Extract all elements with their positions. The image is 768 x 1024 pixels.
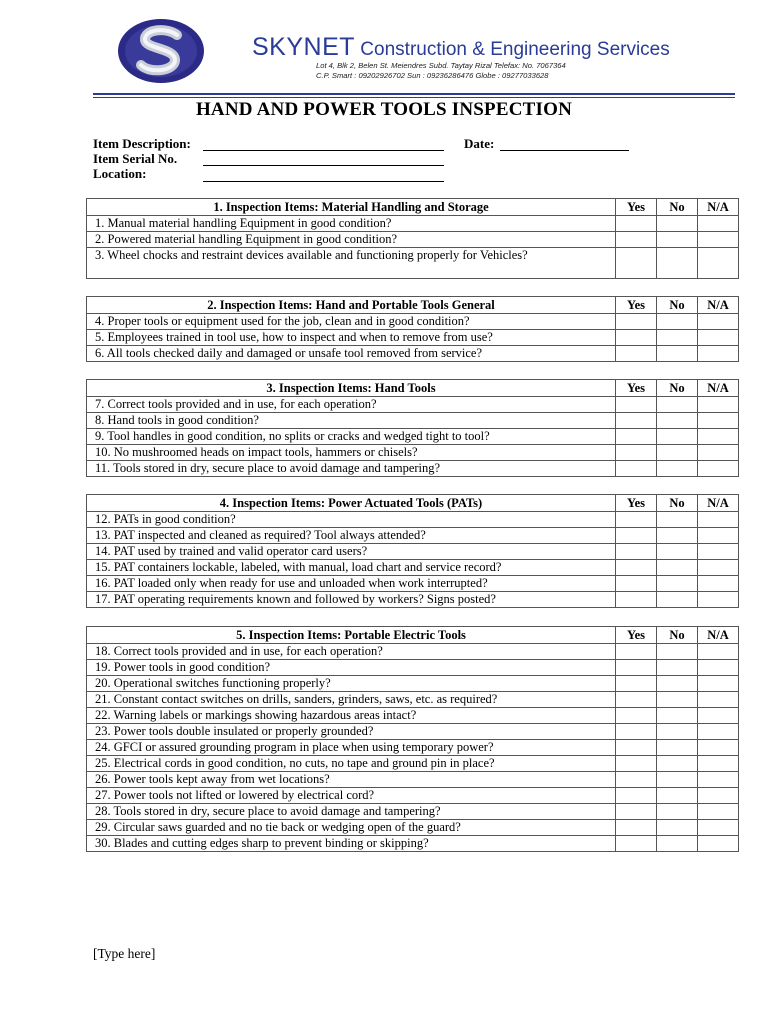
inspection-table-power-actuated-tools	[86, 494, 739, 608]
column-yes: Yes	[616, 297, 657, 314]
na-cell[interactable]	[698, 413, 739, 429]
yes-cell[interactable]	[616, 512, 657, 528]
yes-cell[interactable]	[616, 397, 657, 413]
na-cell[interactable]	[698, 216, 739, 232]
table-row	[87, 740, 739, 756]
yes-cell[interactable]	[616, 314, 657, 330]
yes-cell[interactable]	[616, 544, 657, 560]
yes-cell[interactable]	[616, 772, 657, 788]
section-title: 2. Inspection Items: Hand and Portable Tools General	[87, 297, 616, 314]
yes-cell[interactable]	[616, 692, 657, 708]
header-rule-thin	[93, 97, 735, 98]
column-yes: Yes	[616, 627, 657, 644]
yes-cell[interactable]	[616, 740, 657, 756]
na-cell[interactable]	[698, 660, 739, 676]
yes-cell[interactable]	[616, 820, 657, 836]
item-description-field[interactable]	[203, 150, 444, 151]
no-cell[interactable]	[657, 330, 698, 346]
no-cell[interactable]	[657, 512, 698, 528]
na-cell[interactable]	[698, 692, 739, 708]
address-line-1: Lot 4, Blk 2, Belen St. Meiendres Subd. Taytay Rizal Telefax: No. 7067364	[316, 61, 566, 70]
na-cell[interactable]	[698, 346, 739, 362]
table-row	[87, 560, 739, 576]
yes-cell[interactable]	[616, 576, 657, 592]
inspection-item: 10. No mushroomed heads on impact tools, hammers or chisels?	[87, 445, 616, 461]
table-row	[87, 692, 739, 708]
table-header-row	[87, 495, 739, 512]
na-cell[interactable]	[698, 429, 739, 445]
column-no: No	[657, 495, 698, 512]
table-row	[87, 708, 739, 724]
item-serial-label: Item Serial No.	[93, 151, 178, 166]
table-row	[87, 660, 739, 676]
table-row	[87, 216, 739, 232]
no-cell[interactable]	[657, 314, 698, 330]
item-description-label: Item Description:	[93, 136, 191, 151]
inspection-item: 4. Proper tools or equipment used for the job, clean and in good condition?	[87, 314, 616, 330]
inspection-item: 28. Tools stored in dry, secure place to avoid damage and tampering?	[87, 804, 616, 820]
table-row	[87, 820, 739, 836]
table-row	[87, 576, 739, 592]
page-title: HAND AND POWER TOOLS INSPECTION	[195, 99, 573, 120]
no-cell[interactable]	[657, 544, 698, 560]
yes-cell[interactable]	[616, 788, 657, 804]
inspection-table-material-handling	[86, 198, 739, 279]
no-cell[interactable]	[657, 692, 698, 708]
no-cell[interactable]	[657, 413, 698, 429]
no-cell[interactable]	[657, 248, 698, 279]
na-cell[interactable]	[698, 445, 739, 461]
inspection-item: 26. Power tools kept away from wet locations?	[87, 772, 616, 788]
inspection-item: 20. Operational switches functioning properly?	[87, 676, 616, 692]
no-cell[interactable]	[657, 397, 698, 413]
na-cell[interactable]	[698, 330, 739, 346]
yes-cell[interactable]	[616, 660, 657, 676]
inspection-table-hand-portable-tools	[86, 296, 739, 362]
yes-cell[interactable]	[616, 592, 657, 608]
column-na: N/A	[698, 627, 739, 644]
yes-cell[interactable]	[616, 330, 657, 346]
na-cell[interactable]	[698, 248, 739, 279]
table-row	[87, 346, 739, 362]
location-label: Location:	[93, 166, 147, 181]
no-cell[interactable]	[657, 560, 698, 576]
no-cell[interactable]	[657, 804, 698, 820]
na-cell[interactable]	[698, 644, 739, 660]
column-yes: Yes	[616, 495, 657, 512]
no-cell[interactable]	[657, 788, 698, 804]
table-row	[87, 461, 739, 477]
table-row	[87, 788, 739, 804]
inspection-item: 13. PAT inspected and cleaned as required? Tool always attended?	[87, 528, 616, 544]
table-row	[87, 772, 739, 788]
yes-cell[interactable]	[616, 528, 657, 544]
inspection-item: 21. Constant contact switches on drills, sanders, grinders, saws, etc. as required?	[87, 692, 616, 708]
table-row	[87, 592, 739, 608]
date-field[interactable]	[500, 150, 629, 151]
table-row	[87, 676, 739, 692]
table-row	[87, 397, 739, 413]
table-row	[87, 512, 739, 528]
column-no: No	[657, 199, 698, 216]
table-row	[87, 314, 739, 330]
inspection-table-hand-tools	[86, 379, 739, 477]
company-brand: SKYNET	[252, 33, 356, 61]
yes-cell[interactable]	[616, 708, 657, 724]
na-cell[interactable]	[698, 232, 739, 248]
yes-cell[interactable]	[616, 413, 657, 429]
company-services: Construction & Engineering Services	[355, 39, 670, 60]
table-header-row	[87, 627, 739, 644]
yes-cell[interactable]	[616, 560, 657, 576]
yes-cell[interactable]	[616, 461, 657, 477]
inspection-item: 17. PAT operating requirements known and followed by workers? Signs posted?	[87, 592, 616, 608]
yes-cell[interactable]	[616, 724, 657, 740]
no-cell[interactable]	[657, 346, 698, 362]
yes-cell[interactable]	[616, 232, 657, 248]
skynet-logo-icon	[117, 18, 205, 84]
yes-cell[interactable]	[616, 644, 657, 660]
na-cell[interactable]	[698, 461, 739, 477]
no-cell[interactable]	[657, 592, 698, 608]
item-serial-field[interactable]	[203, 165, 444, 166]
na-cell[interactable]	[698, 676, 739, 692]
inspection-item: 15. PAT containers lockable, labeled, with manual, load chart and service record?	[87, 560, 616, 576]
inspection-item: 7. Correct tools provided and in use, for each operation?	[87, 397, 616, 413]
na-cell[interactable]	[698, 576, 739, 592]
yes-cell[interactable]	[616, 804, 657, 820]
table-header-row	[87, 199, 739, 216]
section-title: 3. Inspection Items: Hand Tools	[87, 380, 616, 397]
yes-cell[interactable]	[616, 346, 657, 362]
table-row	[87, 248, 739, 279]
yes-cell[interactable]	[616, 836, 657, 852]
table-header-row	[87, 380, 739, 397]
table-row	[87, 644, 739, 660]
inspection-item: 8. Hand tools in good condition?	[87, 413, 616, 429]
table-row	[87, 804, 739, 820]
na-cell[interactable]	[698, 836, 739, 852]
na-cell[interactable]	[698, 724, 739, 740]
inspection-item: 5. Employees trained in tool use, how to inspect and when to remove from use?	[87, 330, 616, 346]
table-row	[87, 544, 739, 560]
table-row	[87, 429, 739, 445]
inspection-item: 6. All tools checked daily and damaged or unsafe tool removed from service?	[87, 346, 616, 362]
inspection-item: 23. Power tools double insulated or properly grounded?	[87, 724, 616, 740]
table-row	[87, 413, 739, 429]
column-na: N/A	[698, 380, 739, 397]
table-row	[87, 756, 739, 772]
no-cell[interactable]	[657, 756, 698, 772]
yes-cell[interactable]	[616, 429, 657, 445]
inspection-item: 12. PATs in good condition?	[87, 512, 616, 528]
column-yes: Yes	[616, 199, 657, 216]
na-cell[interactable]	[698, 512, 739, 528]
na-cell[interactable]	[698, 772, 739, 788]
section-title: 1. Inspection Items: Material Handling and Storage	[87, 199, 616, 216]
inspection-item: 1. Manual material handling Equipment in good condition?	[87, 216, 616, 232]
no-cell[interactable]	[657, 836, 698, 852]
inspection-item: 11. Tools stored in dry, secure place to avoid damage and tampering?	[87, 461, 616, 477]
inspection-item: 25. Electrical cords in good condition, no cuts, no tape and ground pin in place?	[87, 756, 616, 772]
inspection-item: 3. Wheel chocks and restraint devices available and functioning properly for Vehicles?	[87, 248, 616, 279]
column-na: N/A	[698, 495, 739, 512]
column-no: No	[657, 297, 698, 314]
na-cell[interactable]	[698, 740, 739, 756]
company-address	[316, 61, 656, 80]
location-field[interactable]	[203, 181, 444, 182]
section-title: 4. Inspection Items: Power Actuated Tools (PATs)	[87, 495, 616, 512]
date-label: Date:	[464, 136, 495, 151]
no-cell[interactable]	[657, 528, 698, 544]
no-cell[interactable]	[657, 708, 698, 724]
no-cell[interactable]	[657, 676, 698, 692]
no-cell[interactable]	[657, 820, 698, 836]
company-name	[252, 33, 670, 62]
inspection-table-portable-electric-tools	[86, 626, 739, 852]
section-title: 5. Inspection Items: Portable Electric Tools	[87, 627, 616, 644]
column-no: No	[657, 380, 698, 397]
table-row	[87, 445, 739, 461]
inspection-item: 9. Tool handles in good condition, no splits or cracks and wedged tight to tool?	[87, 429, 616, 445]
no-cell[interactable]	[657, 740, 698, 756]
no-cell[interactable]	[657, 232, 698, 248]
inspection-item: 16. PAT loaded only when ready for use and unloaded when work interrupted?	[87, 576, 616, 592]
table-header-row	[87, 297, 739, 314]
na-cell[interactable]	[698, 708, 739, 724]
inspection-item: 24. GFCI or assured grounding program in place when using temporary power?	[87, 740, 616, 756]
inspection-item: 19. Power tools in good condition?	[87, 660, 616, 676]
na-cell[interactable]	[698, 560, 739, 576]
no-cell[interactable]	[657, 429, 698, 445]
yes-cell[interactable]	[616, 445, 657, 461]
no-cell[interactable]	[657, 724, 698, 740]
address-line-2: C.P. Smart : 09202926702 Sun : 09236286476 Globe : 09277033628	[316, 70, 549, 80]
table-row	[87, 724, 739, 740]
inspection-item: 14. PAT used by trained and valid operator card users?	[87, 544, 616, 560]
no-cell[interactable]	[657, 772, 698, 788]
inspection-item: 27. Power tools not lifted or lowered by electrical cord?	[87, 788, 616, 804]
na-cell[interactable]	[698, 788, 739, 804]
no-cell[interactable]	[657, 576, 698, 592]
no-cell[interactable]	[657, 660, 698, 676]
no-cell[interactable]	[657, 216, 698, 232]
table-row	[87, 528, 739, 544]
yes-cell[interactable]	[616, 248, 657, 279]
inspection-item: 2. Powered material handling Equipment in good condition?	[87, 232, 616, 248]
no-cell[interactable]	[657, 644, 698, 660]
inspection-item: 18. Correct tools provided and in use, for each operation?	[87, 644, 616, 660]
no-cell[interactable]	[657, 445, 698, 461]
footer-placeholder[interactable]: [Type here]	[93, 946, 156, 961]
na-cell[interactable]	[698, 756, 739, 772]
inspection-item: 30. Blades and cutting edges sharp to prevent binding or skipping?	[87, 836, 616, 852]
na-cell[interactable]	[698, 820, 739, 836]
column-no: No	[657, 627, 698, 644]
inspection-item: 29. Circular saws guarded and no tie back or wedging open of the guard?	[87, 820, 616, 836]
table-row	[87, 232, 739, 248]
na-cell[interactable]	[698, 314, 739, 330]
column-na: N/A	[698, 199, 739, 216]
yes-cell[interactable]	[616, 676, 657, 692]
no-cell[interactable]	[657, 461, 698, 477]
na-cell[interactable]	[698, 528, 739, 544]
na-cell[interactable]	[698, 592, 739, 608]
yes-cell[interactable]	[616, 216, 657, 232]
na-cell[interactable]	[698, 397, 739, 413]
yes-cell[interactable]	[616, 756, 657, 772]
na-cell[interactable]	[698, 804, 739, 820]
table-row	[87, 330, 739, 346]
header-rule	[93, 93, 735, 95]
inspection-item: 22. Warning labels or markings showing hazardous areas intact?	[87, 708, 616, 724]
column-yes: Yes	[616, 380, 657, 397]
table-row	[87, 836, 739, 852]
na-cell[interactable]	[698, 544, 739, 560]
column-na: N/A	[698, 297, 739, 314]
